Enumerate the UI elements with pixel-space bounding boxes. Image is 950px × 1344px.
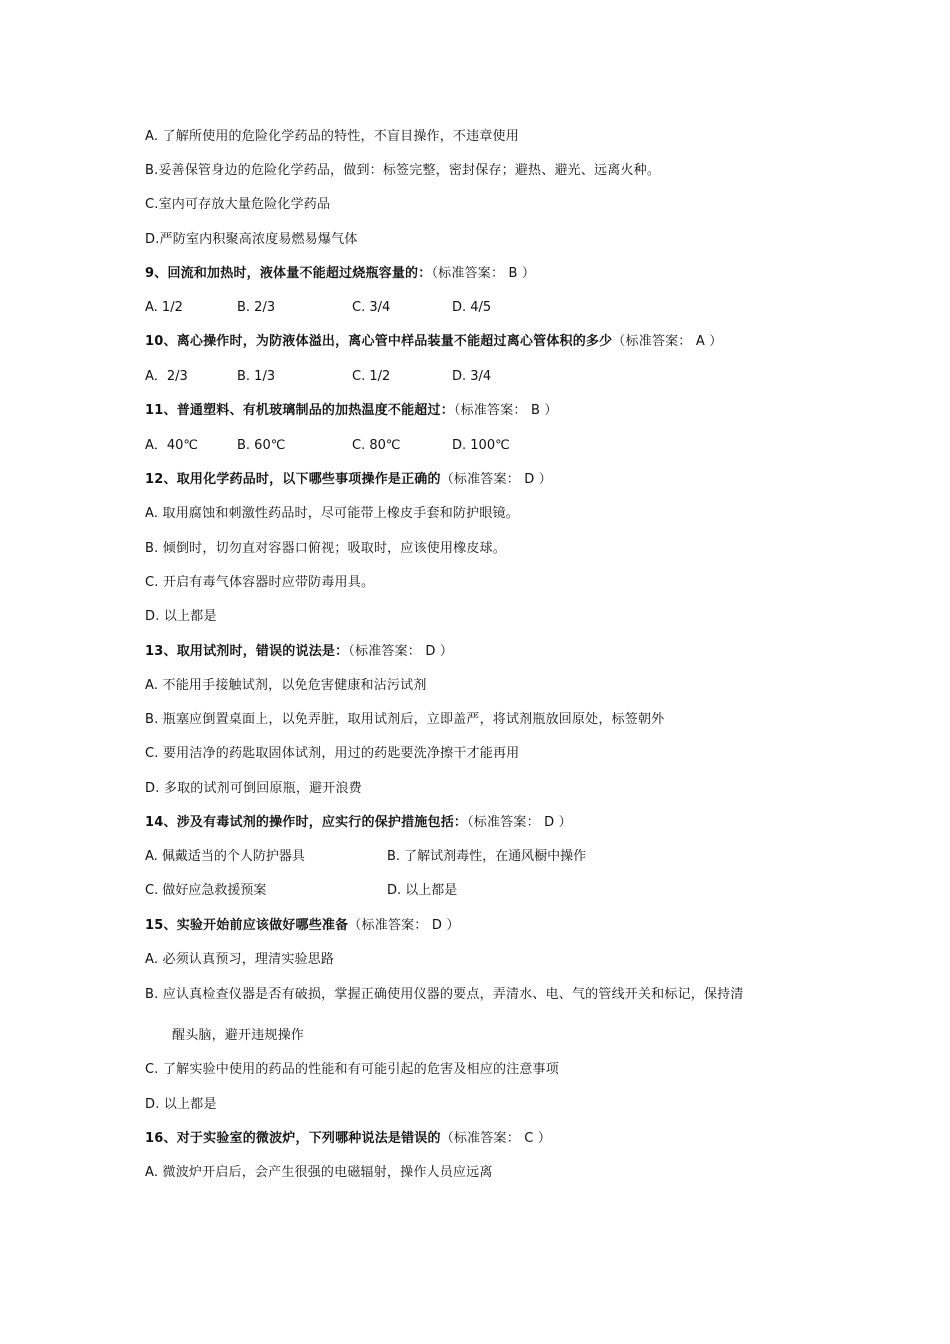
option-line: B.妥善保管身边的危险化学药品，做到：标签完整，密封保存；避热、避光、远离火种。 — [145, 163, 661, 178]
option-a: A．2/3 — [145, 369, 188, 384]
option-a: A．40℃ — [145, 438, 199, 453]
option-c: C. 开启有毒气体容器时应带防毒用具。 — [145, 575, 375, 590]
question-text: 11、普通塑料、有机玻璃制品的加热温度不能超过： — [145, 403, 454, 418]
option-c: C. 了解实验中使用的药品的性能和有可能引起的危害及相应的注意事项 — [145, 1062, 559, 1077]
option-d: D. 3/4 — [452, 369, 492, 384]
option-b: B. 了解试剂毒性，在通风橱中操作 — [387, 849, 587, 864]
option-c: C. 1/2 — [352, 369, 391, 384]
question-14 — [145, 814, 572, 832]
question-text: 14、涉及有毒试剂的操作时，应实行的保护措施包括： — [145, 815, 468, 830]
option-b: B. 60℃ — [237, 438, 286, 453]
question-text: 16、对于实验室的微波炉，下列哪种说法是错误的 — [145, 1131, 441, 1146]
option-b: B. 应认真检查仪器是否有破损，掌握正确使用仪器的要点，弄清水、电、气的管线开关和标记，保持清 — [145, 987, 744, 1002]
option-a: A. 微波炉开启后，会产生很强的电磁辐射，操作人员应远离 — [145, 1165, 493, 1180]
option-c: C. 80℃ — [352, 438, 401, 453]
question-9 — [145, 265, 535, 283]
question-text: 12、取用化学药品时，以下哪些事项操作是正确的 — [145, 472, 441, 487]
option-line: D.严防室内积聚高浓度易燃易爆气体 — [145, 232, 358, 247]
standard-answer: （标准答案： D ） — [440, 472, 552, 487]
option-b: B. 瓶塞应倒置桌面上，以免弄脏，取用试剂后，立即盖严，将试剂瓶放回原处，标签朝外 — [145, 712, 665, 727]
question-11 — [145, 402, 558, 420]
standard-answer: （标准答案： D ） — [348, 918, 460, 933]
question-text: 9、回流和加热时，液体量不能超过烧瓶容量的： — [145, 266, 432, 281]
question-10 — [145, 333, 722, 351]
question-15 — [145, 917, 460, 935]
option-c: C. 要用洁净的药匙取固体试剂，用过的药匙要洗净擦干才能再用 — [145, 746, 520, 761]
option-a: A. 必须认真预习，理清实验思路 — [145, 952, 335, 967]
option-d: D. 100℃ — [452, 438, 510, 453]
standard-answer: （标准答案： A ） — [612, 334, 723, 349]
option-b: B. 1/3 — [237, 369, 276, 384]
standard-answer: （标准答案： C ） — [440, 1131, 552, 1146]
option-d: D. 以上都是 — [145, 1097, 217, 1112]
standard-answer: （标准答案： B ） — [453, 403, 558, 418]
option-a: A. 佩戴适当的个人防护器具 — [145, 849, 305, 864]
option-a: A. 不能用手接触试剂，以免危害健康和沾污试剂 — [145, 678, 427, 693]
option-c: C. 做好应急救援预案 — [145, 883, 267, 898]
option-c: C. 3/4 — [352, 300, 391, 315]
option-line: A. 了解所使用的危险化学药品的特性，不盲目操作，不违章使用 — [145, 129, 519, 144]
question-12 — [145, 471, 552, 489]
option-d: D. 多取的试剂可倒回原瓶，避开浪费 — [145, 781, 362, 796]
option-d: D. 以上都是 — [145, 609, 217, 624]
option-b-continuation: 醒头脑，避开违规操作 — [172, 1028, 305, 1043]
standard-answer: （标准答案： B ） — [431, 266, 536, 281]
question-text: 13、取用试剂时，错误的说法是： — [145, 644, 349, 659]
option-d: D. 4/5 — [452, 300, 492, 315]
option-d: D. 以上都是 — [387, 883, 458, 898]
option-b: B. 倾倒时，切勿直对容器口俯视；吸取时，应该使用橡皮球。 — [145, 541, 506, 556]
question-16 — [145, 1130, 551, 1148]
option-a: A. 取用腐蚀和刺激性药品时，尽可能带上橡皮手套和防护眼镜。 — [145, 506, 519, 521]
question-text: 10、离心操作时，为防液体溢出，离心管中样品装量不能超过离心管体积的多少 — [145, 334, 613, 349]
standard-answer: （标准答案： D ） — [348, 644, 454, 659]
option-line: C.室内可存放大量危险化学药品 — [145, 197, 331, 212]
option-b: B. 2/3 — [237, 300, 276, 315]
question-13 — [145, 643, 453, 661]
standard-answer: （标准答案： D ） — [467, 815, 572, 830]
option-a: A. 1/2 — [145, 300, 183, 315]
question-text: 15、实验开始前应该做好哪些准备 — [145, 918, 349, 933]
